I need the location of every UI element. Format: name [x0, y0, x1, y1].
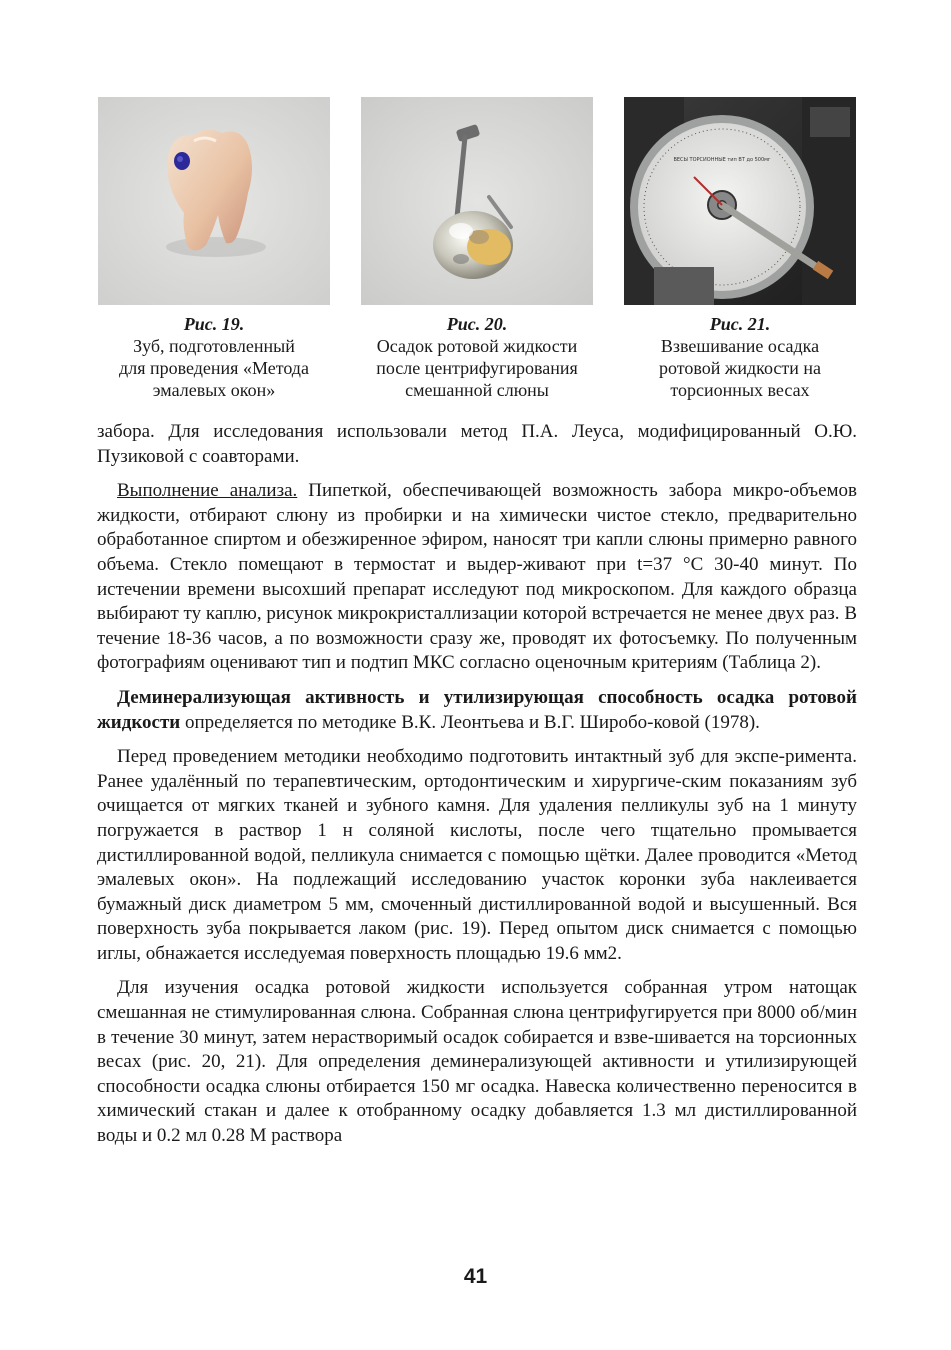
figure-21-image — [624, 97, 856, 305]
figure-21-text: Взвешивание осадка ротовой жидкости на торсионных весах — [658, 336, 822, 400]
paragraph-2 — [97, 479, 857, 676]
paragraph-1: забора. Для исследования использовали метод П.А. Леуса, модифицированный О.Ю. Пузиковой с соавторами. — [97, 421, 857, 467]
sediment-photo-icon — [361, 97, 593, 305]
tooth-photo-icon — [98, 97, 330, 305]
figure-19-number: Рис. 19. — [183, 314, 245, 334]
body-text — [97, 420, 857, 1159]
paragraph-5: Для изучения осадка ротовой жидкости используется собранная утром натощак смешанная не стимулированная слюна. Собранная слюна центрифугируется при 8000 об/мин в течение 30 минут, затем нерастворимый осадок собирается и взве-шивается на торсионных весах (рис. 20, 21). Для определения деминерализующей активности и утилизирующей способности осадка слюны отбирается 150 мг осадка. Навеска количественно переносится в химический стакан и далее к отобранному осадку добавляется 1.3 мл дистиллированной воды и 0.2 мл 0.28 М раствора — [97, 977, 857, 1147]
paragraph-2-body: Пипеткой, обеспечивающей возможность забора микро-объемов жидкости, отбирают слюну из пробирки и на химически чистое стекло, предварительно обработанное спиртом и обезжиренное эфиром, наносят три капли слюны примерно равного объема. Стекло помещают в термостат и выдер-живают при t=37 °С 30-40 минут. По истечении времени высохший препарат исследуют под микроскопом. Для каждого образца выбирают ту каплю, рисунок микрокристаллизации которой встречается не менее двух раз. В течение 18-36 часов, а по возможности сразу же, проводят их фотосъемку. По полученным фотографиям оценивают тип и подтип МКС согласно оценочным критериям (Таблица 2). — [97, 480, 858, 674]
figure-21-number: Рис. 21. — [709, 314, 771, 334]
paragraph-3 — [97, 686, 857, 735]
figure-20-text: Осадок ротовой жидкости после центрифугирования смешанной слюны — [376, 336, 578, 400]
figure-19-text: Зуб, подготовленный для проведения «Метода эмалевых окон» — [119, 336, 309, 400]
torsion-scale-photo-icon — [624, 97, 856, 305]
figure-20-number: Рис. 20. — [446, 314, 508, 334]
section-heading-analysis: Выполнение анализа. — [117, 480, 298, 502]
figure-20-image — [361, 97, 593, 305]
figure-20-caption — [353, 313, 601, 401]
figure-19-image — [98, 97, 330, 305]
section-heading-demineralization: Деминерализующая активность и утилизирующая способность осадка ротовой жидкости — [97, 686, 857, 733]
figure-21-caption — [616, 313, 864, 401]
paragraph-3-body: определяется по методике В.К. Леонтьева и В.Г. Широбо-ковой (1978). — [180, 711, 760, 733]
page-number: 41 — [463, 1265, 488, 1288]
paragraph-4: Перед проведением методики необходимо подготовить интактный зуб для экспе-римента. Ранее удалённый по терапевтическим, ортодонтическим и хирургиче-ским показаниям зуб очищается от мягких тканей и зубного камня. Для удаления пелликулы зуб на 1 минуту погружается в раствор 1 н соляной кислоты, после чего тщательно промывается дистиллированной водой, пелликула снимается с помощью щётки. Далее проводится «Метод эмалевых окон». На подлежащий исследованию участок коронки зуба наклеивается бумажный диск диаметром 5 мм, смоченный дистиллированной водой и высушенный. Вся поверхность зуба покрывается лаком (рис. 19). Перед опытом диск снимается с помощью иглы, обнажается исследуемая поверхность площадью 19.6 мм2. — [97, 746, 857, 964]
figure-19-caption — [90, 313, 338, 401]
scale-dial-text: ВЕСЫ ТОРСИОННЫЕ тип ВТ до 500мг — [673, 157, 771, 163]
